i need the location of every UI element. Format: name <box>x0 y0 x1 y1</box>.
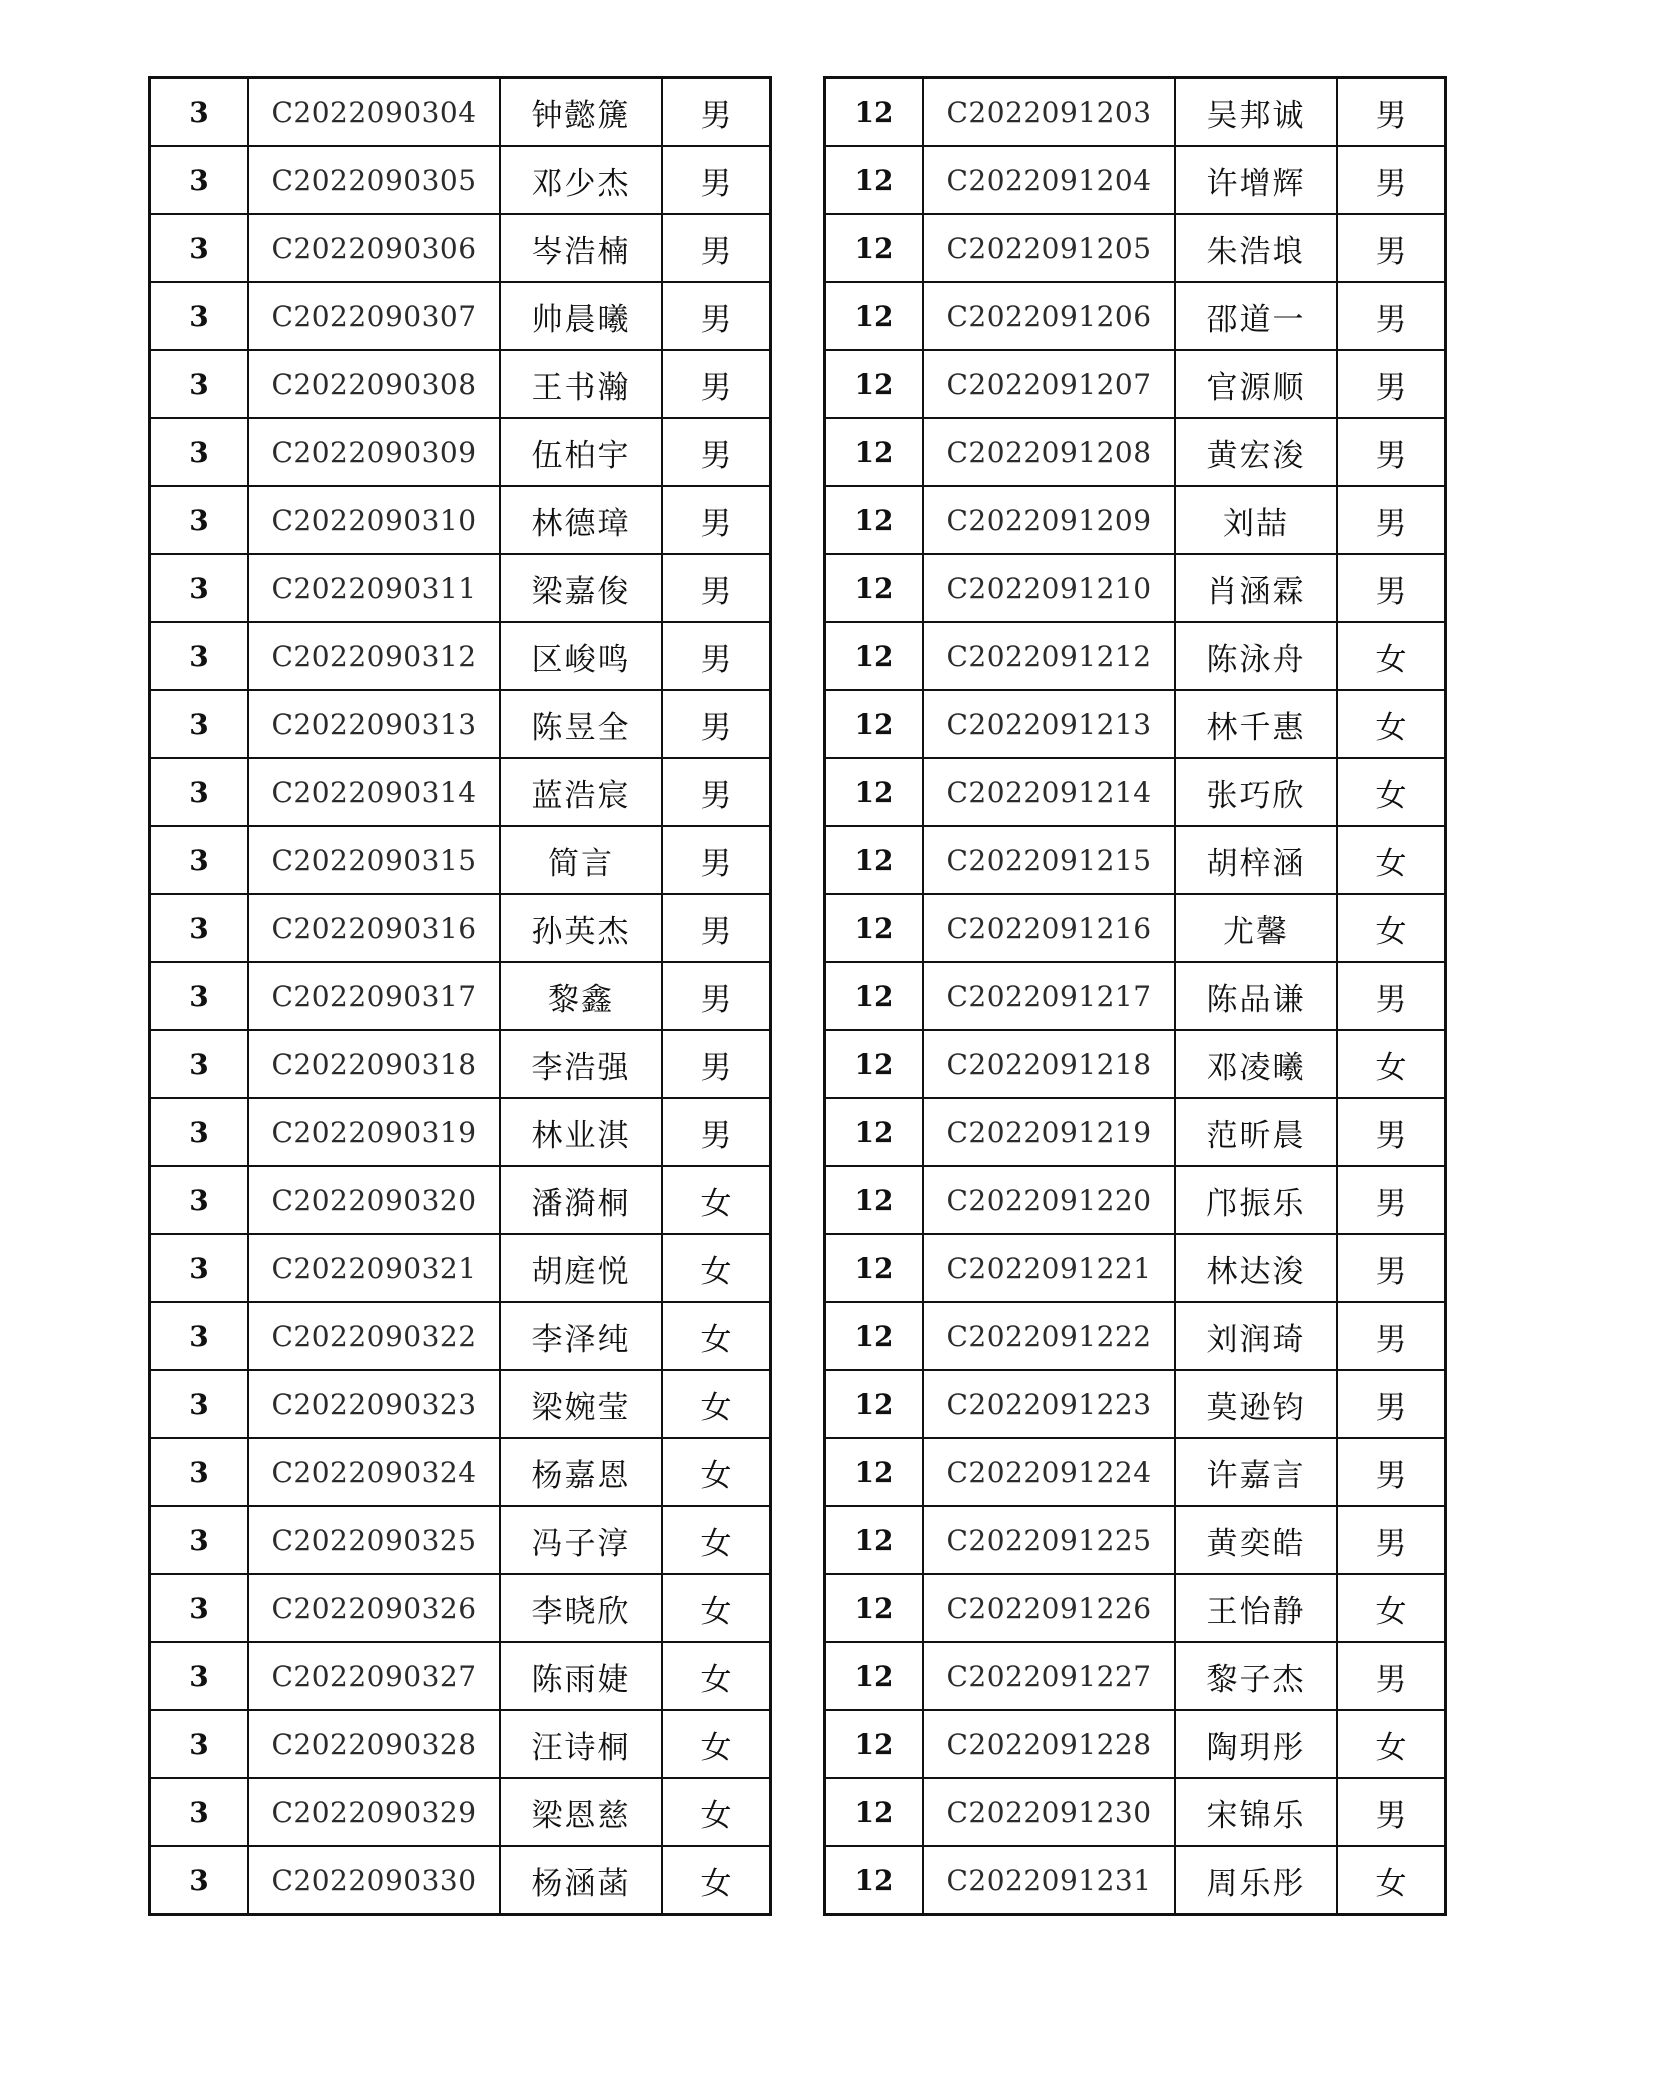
gender-cell: 女 <box>662 1166 771 1234</box>
table-row <box>825 282 1446 350</box>
student-id-cell: C2022090313 <box>248 690 500 758</box>
class-cell: 12 <box>825 146 924 214</box>
right-roster-table <box>823 76 1447 1916</box>
student-id-cell: C2022091224 <box>923 1438 1175 1506</box>
student-name-cell: 张巧欣 <box>1175 758 1337 826</box>
class-cell: 12 <box>825 1506 924 1574</box>
gender-cell: 男 <box>1337 1234 1446 1302</box>
student-id-cell: C2022091217 <box>923 962 1175 1030</box>
table-row <box>825 1370 1446 1438</box>
table-row <box>825 690 1446 758</box>
student-name-cell: 黎鑫 <box>500 962 662 1030</box>
class-cell: 3 <box>150 826 249 894</box>
student-name-cell: 李泽纯 <box>500 1302 662 1370</box>
class-cell: 12 <box>825 1234 924 1302</box>
table-row <box>150 1098 771 1166</box>
student-name-cell: 肖涵霖 <box>1175 554 1337 622</box>
gender-cell: 男 <box>1337 1778 1446 1846</box>
table-row <box>825 214 1446 282</box>
table-row <box>150 894 771 962</box>
student-id-cell: C2022091225 <box>923 1506 1175 1574</box>
student-id-cell: C2022091218 <box>923 1030 1175 1098</box>
table-row <box>825 1234 1446 1302</box>
table-row <box>825 758 1446 826</box>
table-row <box>150 1030 771 1098</box>
gender-cell: 男 <box>662 214 771 282</box>
student-name-cell: 黄奕皓 <box>1175 1506 1337 1574</box>
student-name-cell: 许嘉言 <box>1175 1438 1337 1506</box>
gender-cell: 男 <box>662 554 771 622</box>
class-cell: 3 <box>150 1302 249 1370</box>
class-cell: 12 <box>825 554 924 622</box>
gender-cell: 男 <box>662 418 771 486</box>
table-row <box>150 1234 771 1302</box>
class-cell: 12 <box>825 350 924 418</box>
student-name-cell: 岑浩楠 <box>500 214 662 282</box>
gender-cell: 男 <box>662 826 771 894</box>
table-row <box>150 1642 771 1710</box>
class-cell: 12 <box>825 486 924 554</box>
class-cell: 12 <box>825 1574 924 1642</box>
student-name-cell: 王书瀚 <box>500 350 662 418</box>
table-row <box>150 1370 771 1438</box>
student-id-cell: C2022091222 <box>923 1302 1175 1370</box>
table-row <box>150 1846 771 1915</box>
class-cell: 3 <box>150 1370 249 1438</box>
gender-cell: 女 <box>662 1438 771 1506</box>
class-cell: 3 <box>150 78 249 147</box>
student-id-cell: C2022091221 <box>923 1234 1175 1302</box>
class-cell: 3 <box>150 690 249 758</box>
gender-cell: 女 <box>662 1234 771 1302</box>
student-id-cell: C2022090318 <box>248 1030 500 1098</box>
class-cell: 3 <box>150 1098 249 1166</box>
table-row <box>825 486 1446 554</box>
student-id-cell: C2022090326 <box>248 1574 500 1642</box>
class-cell: 12 <box>825 418 924 486</box>
table-row <box>150 1778 771 1846</box>
student-name-cell: 帅晨曦 <box>500 282 662 350</box>
table-row <box>150 1574 771 1642</box>
student-name-cell: 刘喆 <box>1175 486 1337 554</box>
gender-cell: 女 <box>1337 1846 1446 1915</box>
student-name-cell: 梁恩慈 <box>500 1778 662 1846</box>
student-name-cell: 邝振乐 <box>1175 1166 1337 1234</box>
gender-cell: 男 <box>1337 486 1446 554</box>
gender-cell: 男 <box>1337 1166 1446 1234</box>
class-cell: 3 <box>150 418 249 486</box>
student-id-cell: C2022091219 <box>923 1098 1175 1166</box>
class-cell: 12 <box>825 1438 924 1506</box>
gender-cell: 女 <box>1337 690 1446 758</box>
gender-cell: 女 <box>662 1302 771 1370</box>
student-id-cell: C2022090304 <box>248 78 500 147</box>
gender-cell: 男 <box>1337 554 1446 622</box>
student-id-cell: C2022091230 <box>923 1778 1175 1846</box>
student-id-cell: C2022091214 <box>923 758 1175 826</box>
class-cell: 12 <box>825 78 924 147</box>
class-cell: 3 <box>150 758 249 826</box>
student-id-cell: C2022090330 <box>248 1846 500 1915</box>
table-row <box>825 622 1446 690</box>
table-row <box>150 146 771 214</box>
gender-cell: 女 <box>1337 894 1446 962</box>
gender-cell: 男 <box>1337 214 1446 282</box>
class-cell: 3 <box>150 1846 249 1915</box>
gender-cell: 女 <box>1337 826 1446 894</box>
student-id-cell: C2022091203 <box>923 78 1175 147</box>
student-id-cell: C2022091209 <box>923 486 1175 554</box>
gender-cell: 男 <box>1337 962 1446 1030</box>
class-cell: 12 <box>825 214 924 282</box>
student-id-cell: C2022091207 <box>923 350 1175 418</box>
right-roster-body <box>825 78 1446 1915</box>
gender-cell: 女 <box>662 1710 771 1778</box>
gender-cell: 男 <box>662 1098 771 1166</box>
class-cell: 12 <box>825 1778 924 1846</box>
table-row <box>825 146 1446 214</box>
table-row <box>825 418 1446 486</box>
table-row <box>150 1506 771 1574</box>
class-cell: 12 <box>825 1370 924 1438</box>
student-id-cell: C2022090305 <box>248 146 500 214</box>
gender-cell: 男 <box>662 350 771 418</box>
table-row <box>150 690 771 758</box>
student-id-cell: C2022090306 <box>248 214 500 282</box>
student-name-cell: 简言 <box>500 826 662 894</box>
table-row <box>150 1710 771 1778</box>
student-id-cell: C2022090323 <box>248 1370 500 1438</box>
student-name-cell: 黄宏浚 <box>1175 418 1337 486</box>
class-cell: 3 <box>150 1642 249 1710</box>
gender-cell: 女 <box>662 1574 771 1642</box>
gender-cell: 男 <box>1337 1642 1446 1710</box>
class-cell: 3 <box>150 622 249 690</box>
student-name-cell: 梁婉莹 <box>500 1370 662 1438</box>
student-name-cell: 陶玥彤 <box>1175 1710 1337 1778</box>
table-row <box>825 554 1446 622</box>
table-row <box>825 1642 1446 1710</box>
student-name-cell: 邵道一 <box>1175 282 1337 350</box>
class-cell: 12 <box>825 894 924 962</box>
student-name-cell: 林业淇 <box>500 1098 662 1166</box>
class-cell: 3 <box>150 1778 249 1846</box>
table-row <box>150 962 771 1030</box>
class-cell: 3 <box>150 1506 249 1574</box>
student-id-cell: C2022090312 <box>248 622 500 690</box>
class-cell: 3 <box>150 1234 249 1302</box>
table-row <box>150 214 771 282</box>
gender-cell: 女 <box>1337 758 1446 826</box>
class-cell: 12 <box>825 282 924 350</box>
student-id-cell: C2022090310 <box>248 486 500 554</box>
student-name-cell: 李浩强 <box>500 1030 662 1098</box>
class-cell: 12 <box>825 826 924 894</box>
student-id-cell: C2022090315 <box>248 826 500 894</box>
gender-cell: 女 <box>662 1846 771 1915</box>
table-row <box>150 622 771 690</box>
table-row <box>825 962 1446 1030</box>
class-cell: 3 <box>150 1438 249 1506</box>
gender-cell: 男 <box>1337 1098 1446 1166</box>
class-cell: 3 <box>150 146 249 214</box>
class-cell: 12 <box>825 962 924 1030</box>
left-roster-body <box>150 78 771 1915</box>
table-row <box>150 350 771 418</box>
student-name-cell: 莫逊钧 <box>1175 1370 1337 1438</box>
student-name-cell: 钟懿篪 <box>500 78 662 147</box>
student-id-cell: C2022091226 <box>923 1574 1175 1642</box>
table-row <box>825 78 1446 147</box>
student-id-cell: C2022091231 <box>923 1846 1175 1915</box>
student-id-cell: C2022090308 <box>248 350 500 418</box>
student-name-cell: 杨涵菡 <box>500 1846 662 1915</box>
student-name-cell: 许增辉 <box>1175 146 1337 214</box>
student-id-cell: C2022090327 <box>248 1642 500 1710</box>
student-name-cell: 梁嘉俊 <box>500 554 662 622</box>
student-name-cell: 邓少杰 <box>500 146 662 214</box>
class-cell: 12 <box>825 1030 924 1098</box>
table-row <box>150 486 771 554</box>
student-name-cell: 黎子杰 <box>1175 1642 1337 1710</box>
student-name-cell: 陈雨婕 <box>500 1642 662 1710</box>
table-row <box>825 350 1446 418</box>
student-id-cell: C2022090322 <box>248 1302 500 1370</box>
gender-cell: 男 <box>662 486 771 554</box>
gender-cell: 男 <box>662 1030 771 1098</box>
student-name-cell: 官源顺 <box>1175 350 1337 418</box>
table-row <box>825 1846 1446 1915</box>
student-id-cell: C2022091227 <box>923 1642 1175 1710</box>
student-id-cell: C2022091213 <box>923 690 1175 758</box>
table-row <box>825 1778 1446 1846</box>
table-row <box>825 894 1446 962</box>
student-id-cell: C2022090321 <box>248 1234 500 1302</box>
gender-cell: 男 <box>1337 282 1446 350</box>
student-name-cell: 林千惠 <box>1175 690 1337 758</box>
gender-cell: 男 <box>662 690 771 758</box>
gender-cell: 男 <box>662 282 771 350</box>
table-row <box>825 1574 1446 1642</box>
student-id-cell: C2022091223 <box>923 1370 1175 1438</box>
student-id-cell: C2022091215 <box>923 826 1175 894</box>
student-id-cell: C2022091220 <box>923 1166 1175 1234</box>
class-cell: 3 <box>150 486 249 554</box>
student-name-cell: 潘漪桐 <box>500 1166 662 1234</box>
student-id-cell: C2022090328 <box>248 1710 500 1778</box>
gender-cell: 男 <box>1337 418 1446 486</box>
table-row <box>150 1438 771 1506</box>
gender-cell: 男 <box>1337 1302 1446 1370</box>
student-id-cell: C2022090320 <box>248 1166 500 1234</box>
student-name-cell: 陈品谦 <box>1175 962 1337 1030</box>
class-cell: 3 <box>150 282 249 350</box>
gender-cell: 男 <box>662 78 771 147</box>
gender-cell: 男 <box>1337 78 1446 147</box>
student-id-cell: C2022090319 <box>248 1098 500 1166</box>
class-cell: 12 <box>825 1642 924 1710</box>
student-id-cell: C2022091206 <box>923 282 1175 350</box>
student-id-cell: C2022091210 <box>923 554 1175 622</box>
student-name-cell: 冯子淳 <box>500 1506 662 1574</box>
table-row <box>825 1506 1446 1574</box>
student-name-cell: 胡梓涵 <box>1175 826 1337 894</box>
class-cell: 12 <box>825 1302 924 1370</box>
class-cell: 12 <box>825 690 924 758</box>
table-row <box>150 418 771 486</box>
class-cell: 3 <box>150 554 249 622</box>
table-row <box>825 1166 1446 1234</box>
class-cell: 12 <box>825 622 924 690</box>
class-cell: 3 <box>150 350 249 418</box>
table-row <box>825 1438 1446 1506</box>
table-row <box>825 1098 1446 1166</box>
table-row <box>150 554 771 622</box>
class-cell: 12 <box>825 1098 924 1166</box>
table-row <box>150 758 771 826</box>
student-id-cell: C2022090329 <box>248 1778 500 1846</box>
table-row <box>825 1302 1446 1370</box>
student-id-cell: C2022091208 <box>923 418 1175 486</box>
class-cell: 3 <box>150 214 249 282</box>
table-row <box>150 78 771 147</box>
gender-cell: 男 <box>662 962 771 1030</box>
gender-cell: 女 <box>662 1778 771 1846</box>
gender-cell: 男 <box>662 758 771 826</box>
class-cell: 3 <box>150 894 249 962</box>
student-id-cell: C2022091216 <box>923 894 1175 962</box>
gender-cell: 男 <box>662 146 771 214</box>
student-name-cell: 陈昱全 <box>500 690 662 758</box>
student-name-cell: 吴邦诚 <box>1175 78 1337 147</box>
student-name-cell: 王怡静 <box>1175 1574 1337 1642</box>
student-name-cell: 周乐彤 <box>1175 1846 1337 1915</box>
class-cell: 12 <box>825 1846 924 1915</box>
table-row <box>150 282 771 350</box>
student-name-cell: 汪诗桐 <box>500 1710 662 1778</box>
student-name-cell: 李晓欣 <box>500 1574 662 1642</box>
class-cell: 3 <box>150 1710 249 1778</box>
student-id-cell: C2022090316 <box>248 894 500 962</box>
gender-cell: 女 <box>1337 1574 1446 1642</box>
table-row <box>825 826 1446 894</box>
gender-cell: 男 <box>1337 1506 1446 1574</box>
student-id-cell: C2022091204 <box>923 146 1175 214</box>
student-id-cell: C2022090317 <box>248 962 500 1030</box>
class-cell: 12 <box>825 1166 924 1234</box>
left-roster-table <box>148 76 772 1916</box>
student-name-cell: 宋锦乐 <box>1175 1778 1337 1846</box>
class-cell: 12 <box>825 758 924 826</box>
student-name-cell: 刘润琦 <box>1175 1302 1337 1370</box>
student-name-cell: 区峻鸣 <box>500 622 662 690</box>
gender-cell: 男 <box>1337 146 1446 214</box>
student-id-cell: C2022090307 <box>248 282 500 350</box>
student-id-cell: C2022090309 <box>248 418 500 486</box>
student-name-cell: 孙英杰 <box>500 894 662 962</box>
gender-cell: 女 <box>662 1370 771 1438</box>
student-name-cell: 朱浩埌 <box>1175 214 1337 282</box>
gender-cell: 女 <box>662 1642 771 1710</box>
gender-cell: 女 <box>1337 1030 1446 1098</box>
student-id-cell: C2022090314 <box>248 758 500 826</box>
student-name-cell: 林德璋 <box>500 486 662 554</box>
student-name-cell: 杨嘉恩 <box>500 1438 662 1506</box>
gender-cell: 女 <box>662 1506 771 1574</box>
student-name-cell: 邓凌曦 <box>1175 1030 1337 1098</box>
table-row <box>150 1166 771 1234</box>
gender-cell: 男 <box>1337 1370 1446 1438</box>
gender-cell: 男 <box>1337 350 1446 418</box>
student-name-cell: 尤馨 <box>1175 894 1337 962</box>
student-name-cell: 胡庭悦 <box>500 1234 662 1302</box>
class-cell: 3 <box>150 962 249 1030</box>
student-name-cell: 林达浚 <box>1175 1234 1337 1302</box>
gender-cell: 男 <box>662 894 771 962</box>
student-name-cell: 陈泳舟 <box>1175 622 1337 690</box>
student-id-cell: C2022090325 <box>248 1506 500 1574</box>
gender-cell: 男 <box>662 622 771 690</box>
table-row <box>825 1710 1446 1778</box>
gender-cell: 女 <box>1337 1710 1446 1778</box>
class-cell: 3 <box>150 1166 249 1234</box>
student-name-cell: 蓝浩宸 <box>500 758 662 826</box>
student-name-cell: 伍柏宇 <box>500 418 662 486</box>
student-id-cell: C2022091205 <box>923 214 1175 282</box>
class-cell: 3 <box>150 1030 249 1098</box>
table-row <box>150 826 771 894</box>
student-name-cell: 范昕晨 <box>1175 1098 1337 1166</box>
student-id-cell: C2022091212 <box>923 622 1175 690</box>
gender-cell: 男 <box>1337 1438 1446 1506</box>
student-id-cell: C2022090324 <box>248 1438 500 1506</box>
class-cell: 12 <box>825 1710 924 1778</box>
table-row <box>150 1302 771 1370</box>
student-id-cell: C2022091228 <box>923 1710 1175 1778</box>
table-row <box>825 1030 1446 1098</box>
student-id-cell: C2022090311 <box>248 554 500 622</box>
class-cell: 3 <box>150 1574 249 1642</box>
gender-cell: 女 <box>1337 622 1446 690</box>
